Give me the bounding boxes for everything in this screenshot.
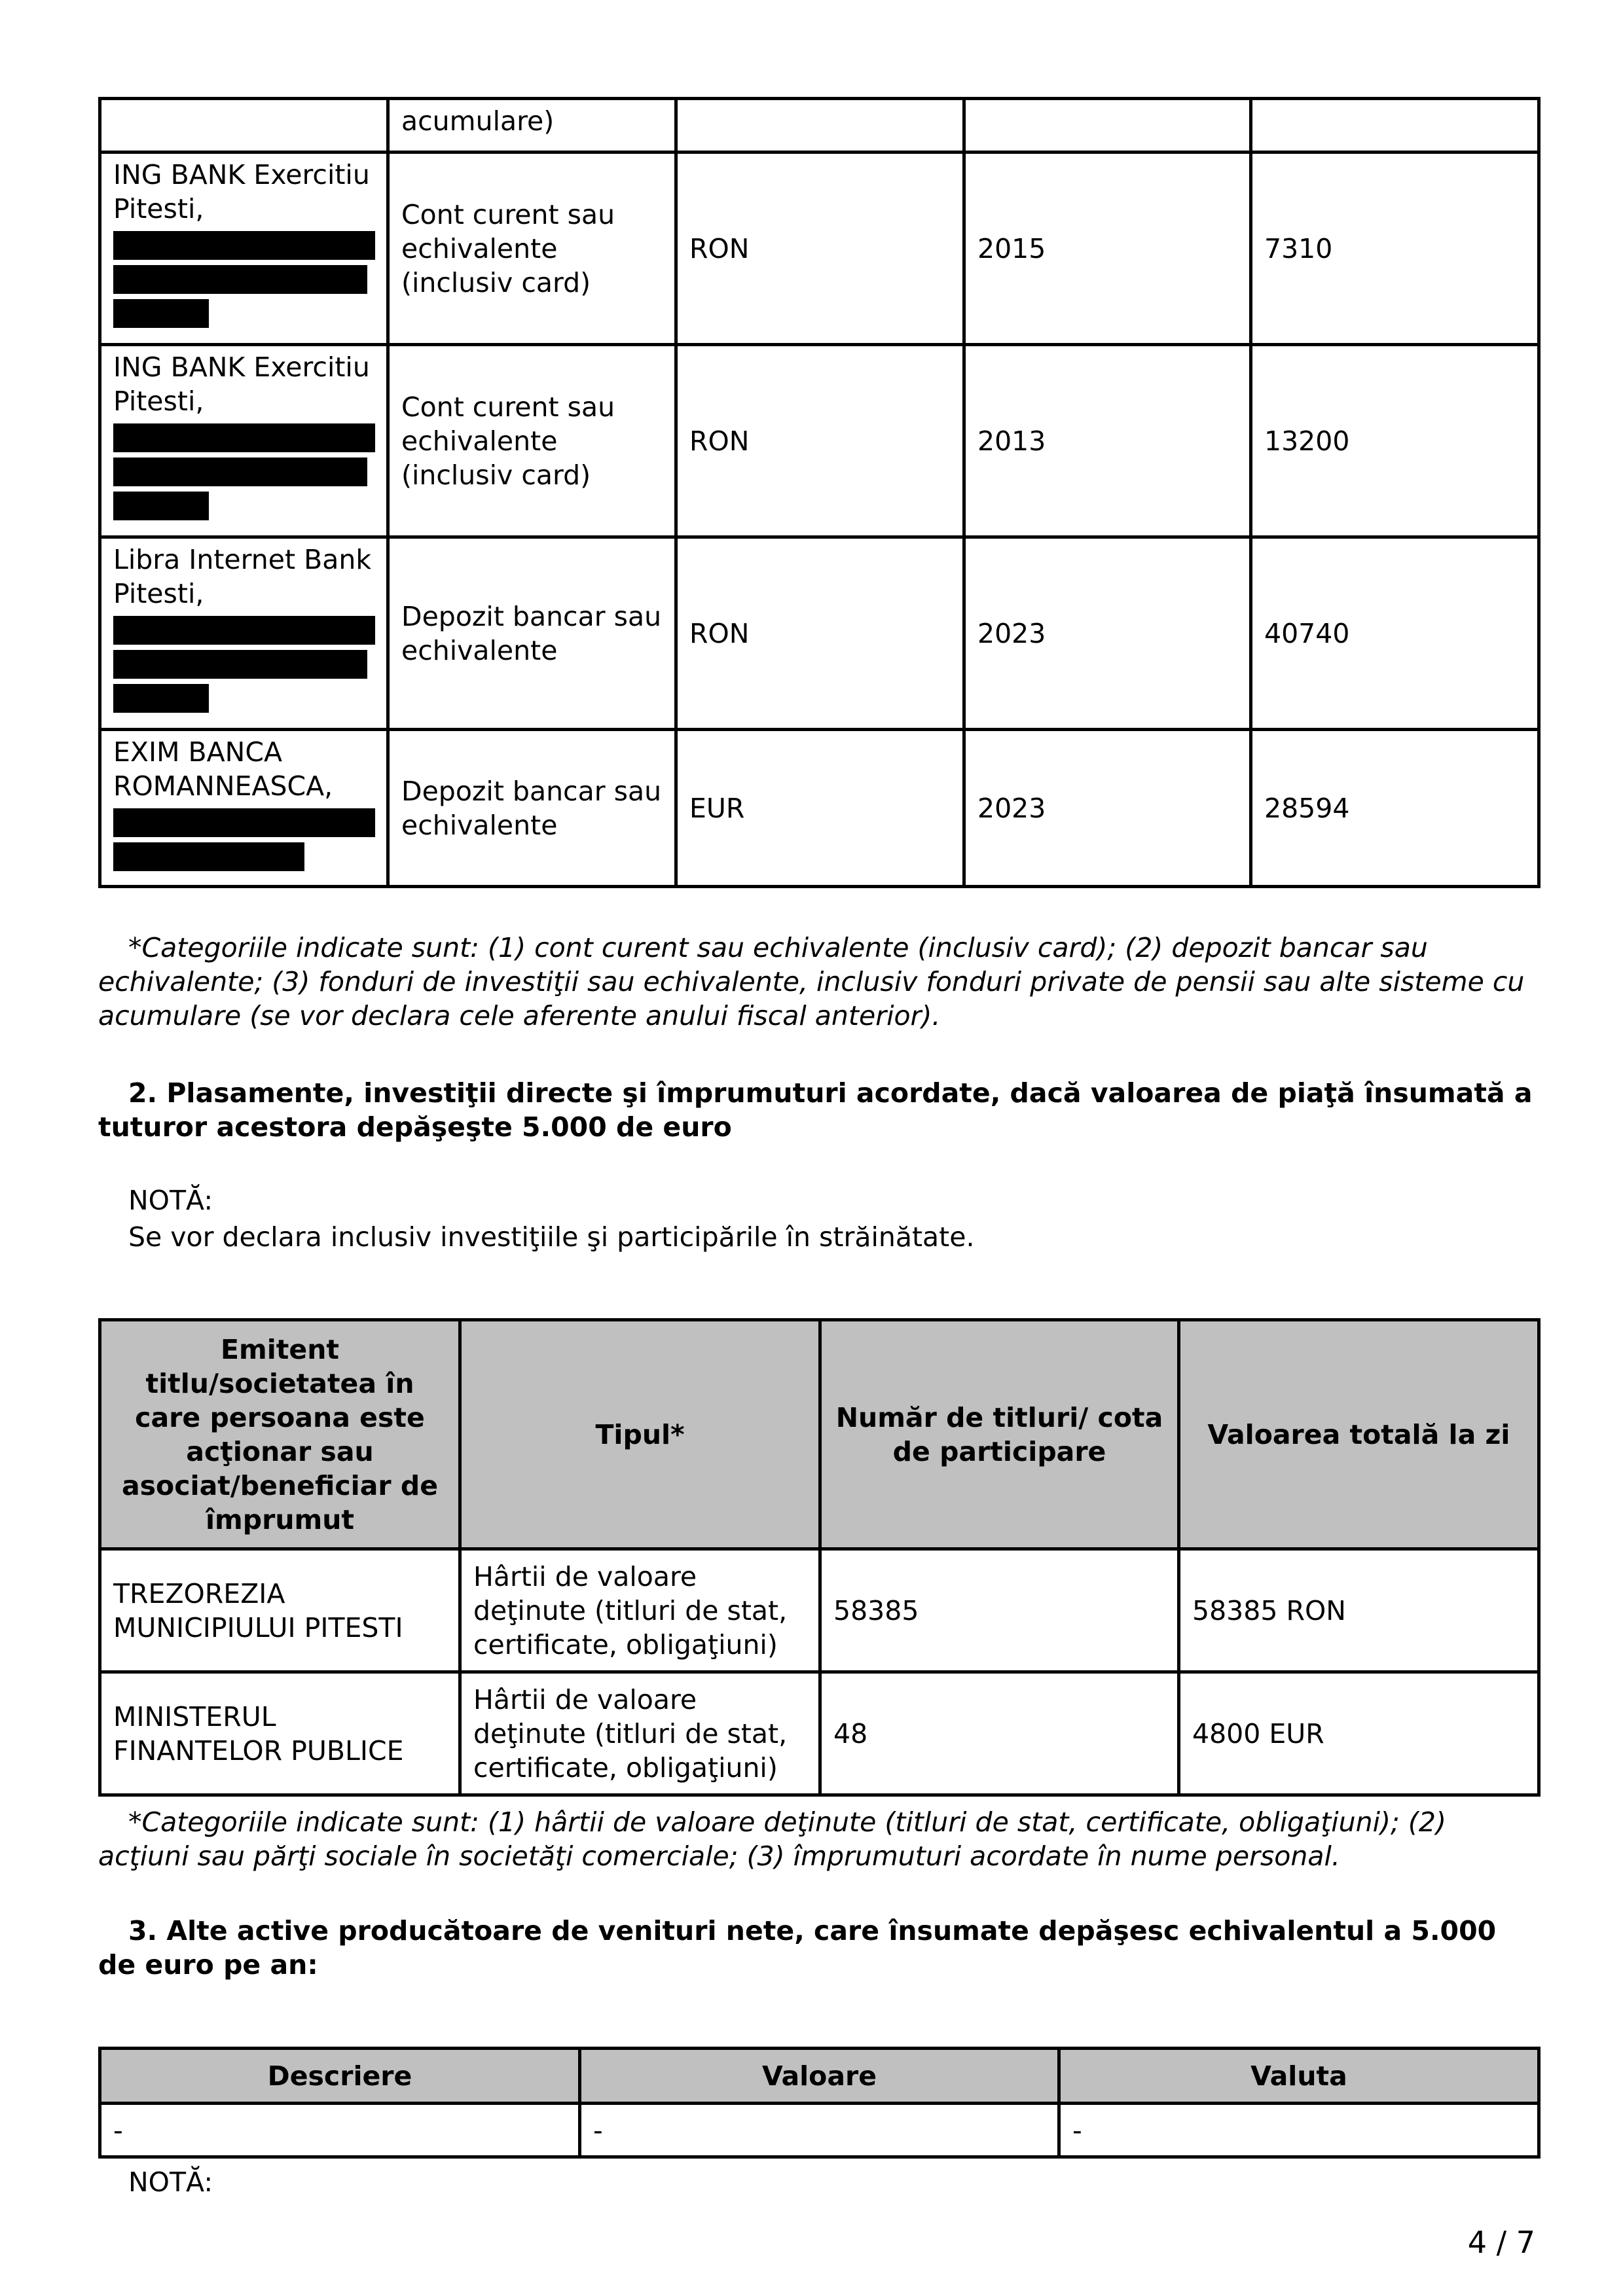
currency-cell: RON — [676, 152, 964, 345]
header-valoarea: Valoarea totală la zi — [1179, 1320, 1539, 1549]
account-type-cell: acumulare) — [388, 99, 676, 152]
table-row — [100, 537, 1539, 730]
descriere-cell: - — [100, 2104, 580, 2157]
redacted-block — [113, 423, 375, 452]
year-cell — [964, 99, 1251, 152]
tipul-cell: Hârtii de valoare deţinute (titluri de stat, certificate, obligaţiuni) — [460, 1549, 820, 1672]
bank-accounts-table — [98, 97, 1541, 888]
currency-cell: RON — [676, 537, 964, 730]
numar-cell: 58385 — [820, 1549, 1179, 1672]
institution-cell — [100, 99, 388, 152]
valuta-cell: - — [1059, 2104, 1539, 2157]
balance-cell — [1251, 99, 1539, 152]
section-2-title: 2. Plasamente, investiţii directe şi împrumuturi acordate, dacă valoarea de piaţă însumată a tuturor acestora depăşeşte 5.000 de euro — [98, 1077, 1533, 1143]
section-2-categories-note: *Categoriile indicate sunt: (1) hârtii de valoare deţinute (titluri de stat, certificate, obligaţiuni); (2) acţiuni sau părţi sociale în societăţi comerciale; (3) împrumuturi acordate în nume personal. — [98, 1806, 1446, 1872]
header-emitent: Emitent titlu/societatea în care persoana este acţionar sau asociat/beneficiar de împrumut — [100, 1320, 460, 1549]
redacted-block — [113, 616, 375, 645]
currency-cell — [676, 99, 964, 152]
valoarea-cell: 4800 EUR — [1179, 1672, 1539, 1795]
table-row — [100, 1549, 1539, 1672]
institution-cell — [100, 152, 388, 345]
redacted-block — [113, 842, 304, 871]
institution-name: EXIM BANCA ROMANNEASCA, — [113, 736, 333, 802]
emitent-cell: TREZOREZIA MUNICIPIULUI PITESTI — [100, 1549, 460, 1672]
redacted-block — [113, 650, 367, 679]
tipul-cell: Hârtii de valoare deţinute (titluri de stat, certificate, obligaţiuni) — [460, 1672, 820, 1795]
numar-cell: 48 — [820, 1672, 1179, 1795]
institution-name: ING BANK Exercitiu Pitesti, — [113, 159, 370, 224]
header-valuta: Valuta — [1059, 2049, 1539, 2104]
balance-cell: 13200 — [1251, 345, 1539, 537]
year-cell: 2013 — [964, 345, 1251, 537]
table-row — [100, 152, 1539, 345]
header-numar: Număr de titluri/ cota de participare — [820, 1320, 1179, 1549]
header-tipul: Tipul* — [460, 1320, 820, 1549]
page-number: 4 / 7 — [1467, 2225, 1535, 2260]
table-row — [100, 1672, 1539, 1795]
year-cell: 2015 — [964, 152, 1251, 345]
year-cell: 2023 — [964, 537, 1251, 730]
header-descriere: Descriere — [100, 2049, 580, 2104]
balance-cell: 40740 — [1251, 537, 1539, 730]
account-type-cell: Cont curent sau echivalente (inclusiv card) — [388, 152, 676, 345]
account-type-cell: Cont curent sau echivalente (inclusiv card) — [388, 345, 676, 537]
header-valoare: Valoare — [580, 2049, 1059, 2104]
categories-note: *Categoriile indicate sunt: (1) cont curent sau echivalente (inclusiv card); (2) depozit bancar sau echivalente; (3) fonduri de investiţii sau echivalente, inclusiv fonduri private de pensii sau alte sisteme cu acumulare (se vor declara cele aferente anului fiscal anterior). — [98, 932, 1525, 1031]
account-type-cell: Depozit bancar sau echivalente — [388, 537, 676, 730]
table-row — [100, 2104, 1539, 2157]
redacted-block — [113, 684, 209, 713]
redacted-block — [113, 808, 375, 837]
valoarea-cell: 58385 RON — [1179, 1549, 1539, 1672]
institution-cell — [100, 730, 388, 887]
redacted-block — [113, 492, 209, 520]
investments-table — [98, 1318, 1541, 1797]
section-2-nota-label: NOTĂ: — [128, 1185, 213, 1216]
redacted-block — [113, 457, 367, 486]
institution-name: Libra Internet Bank Pitesti, — [113, 544, 372, 609]
section-3-nota-label: NOTĂ: — [128, 2166, 213, 2198]
table-row — [100, 730, 1539, 887]
account-type-cell: Depozit bancar sau echivalente — [388, 730, 676, 887]
balance-cell: 28594 — [1251, 730, 1539, 887]
year-cell: 2023 — [964, 730, 1251, 887]
institution-cell — [100, 345, 388, 537]
valoare-cell: - — [580, 2104, 1059, 2157]
currency-cell: RON — [676, 345, 964, 537]
table-row — [100, 345, 1539, 537]
institution-name: ING BANK Exercitiu Pitesti, — [113, 351, 370, 417]
balance-cell: 7310 — [1251, 152, 1539, 345]
redacted-block — [113, 231, 375, 260]
table-row — [100, 99, 1539, 152]
section-2-nota-text: Se vor declara inclusiv investiţiile şi participările în străinătate. — [128, 1221, 975, 1253]
other-assets-table — [98, 2047, 1541, 2159]
table-header-row — [100, 1320, 1539, 1549]
emitent-cell: MINISTERUL FINANTELOR PUBLICE — [100, 1672, 460, 1795]
redacted-block — [113, 265, 367, 294]
redacted-block — [113, 299, 209, 328]
table-header-row — [100, 2049, 1539, 2104]
currency-cell: EUR — [676, 730, 964, 887]
section-3-title: 3. Alte active producătoare de venituri nete, care însumate depăşesc echivalentul a 5.000 de euro pe an: — [98, 1915, 1497, 1981]
institution-cell — [100, 537, 388, 730]
